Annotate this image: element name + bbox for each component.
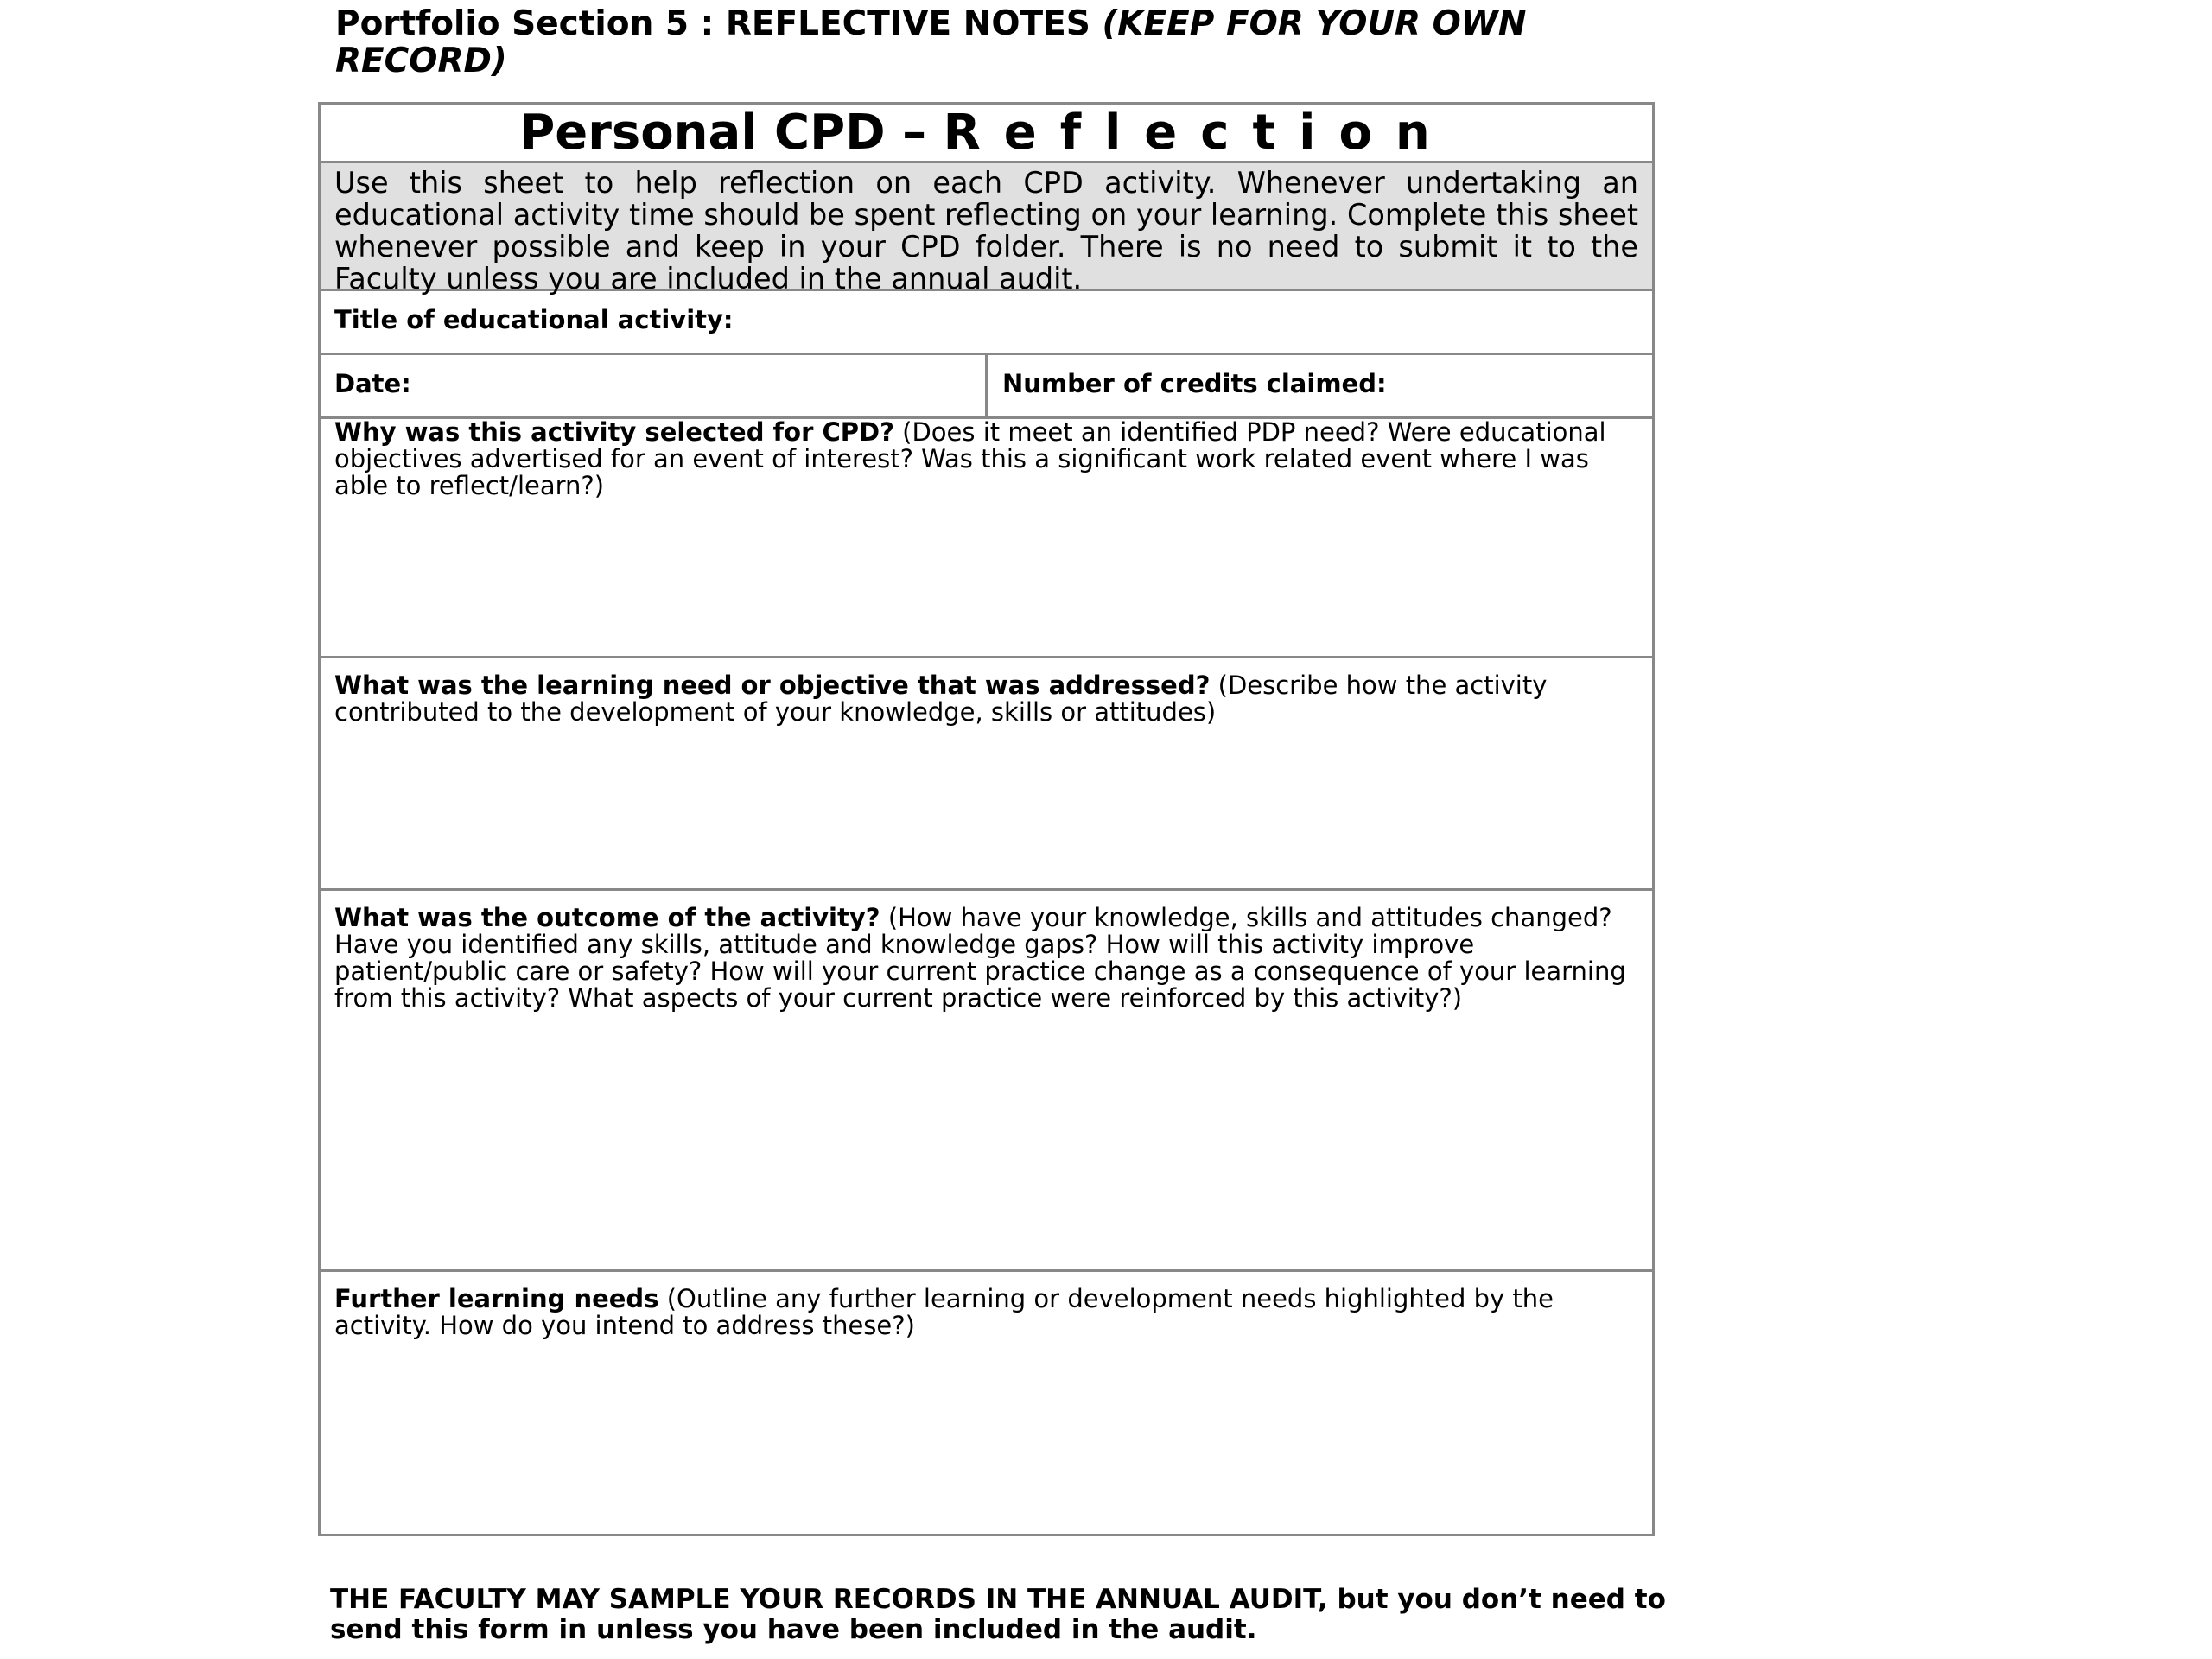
question-label: What was the outcome of the activity? xyxy=(334,903,880,932)
date-field[interactable] xyxy=(321,355,988,416)
question-text xyxy=(334,1286,1626,1339)
question-label: Why was this activity selected for CPD? xyxy=(334,417,894,447)
question-label: What was the learning need or objective that was addressed? xyxy=(334,671,1211,700)
form-title-main: Personal CPD – xyxy=(519,105,927,161)
question-why-selected[interactable] xyxy=(321,419,1652,658)
form-title-spaced: Reflection xyxy=(943,105,1453,161)
form-title-row xyxy=(321,105,1652,163)
question-outcome[interactable] xyxy=(321,891,1652,1272)
question-label: Further learning needs xyxy=(334,1284,659,1313)
credits-label: Number of credits claimed: xyxy=(1002,369,1387,398)
question-hint: (How have your knowledge, skills and attitudes changed? Have you identified any skills, attitude and knowledge gaps? How will this activity improve patient/public care or safety? How will your current practice change as a consequence of your learning from this activity? What aspects of your current practice were reinforced by this activity?) xyxy=(334,903,1626,1013)
portfolio-section-header xyxy=(335,5,1683,79)
question-text xyxy=(334,419,1626,499)
intro-box xyxy=(321,163,1652,296)
question-further-learning[interactable] xyxy=(321,1272,1652,1539)
date-label: Date: xyxy=(334,369,411,398)
question-hint: (Does it meet an identified PDP need? Were educational objectives advertised for an event of interest? Was this a significant work related event where I was able to reflect/learn?) xyxy=(334,417,1606,500)
credits-field[interactable] xyxy=(988,355,1652,416)
question-learning-need[interactable] xyxy=(321,658,1652,891)
activity-title-label: Title of educational activity: xyxy=(334,305,734,334)
section-title: Portfolio Section 5 : REFLECTIVE NOTES xyxy=(335,4,1090,43)
question-text xyxy=(334,672,1626,726)
question-hint: (Describe how the activity contributed to the development of your knowledge, skills or attitudes) xyxy=(334,671,1548,727)
question-text xyxy=(334,905,1626,1012)
section-note: (KEEP FOR YOUR OWN RECORD) xyxy=(335,4,1527,80)
form-title xyxy=(519,105,1453,161)
audit-footer-note: THE FACULTY MAY SAMPLE YOUR RECORDS IN THE ANNUAL AUDIT, but you don’t need to send this form in unless you have been included in the audit. xyxy=(330,1584,1666,1645)
date-credits-row xyxy=(321,355,1652,419)
intro-text: Use this sheet to help reflection on each CPD activity. Whenever undertaking an educational activity time should be spent reflecting on your learning. Complete this sheet whenever possible and keep in your CPD folder. There is no need to submit it to the Faculty unless you are included in the annual audit. xyxy=(334,166,1638,296)
activity-title-field[interactable] xyxy=(321,291,1652,355)
question-hint: (Outline any further learning or development needs highlighted by the activity. How do you intend to address these?) xyxy=(334,1284,1554,1340)
cpd-reflection-form xyxy=(318,102,1655,1536)
